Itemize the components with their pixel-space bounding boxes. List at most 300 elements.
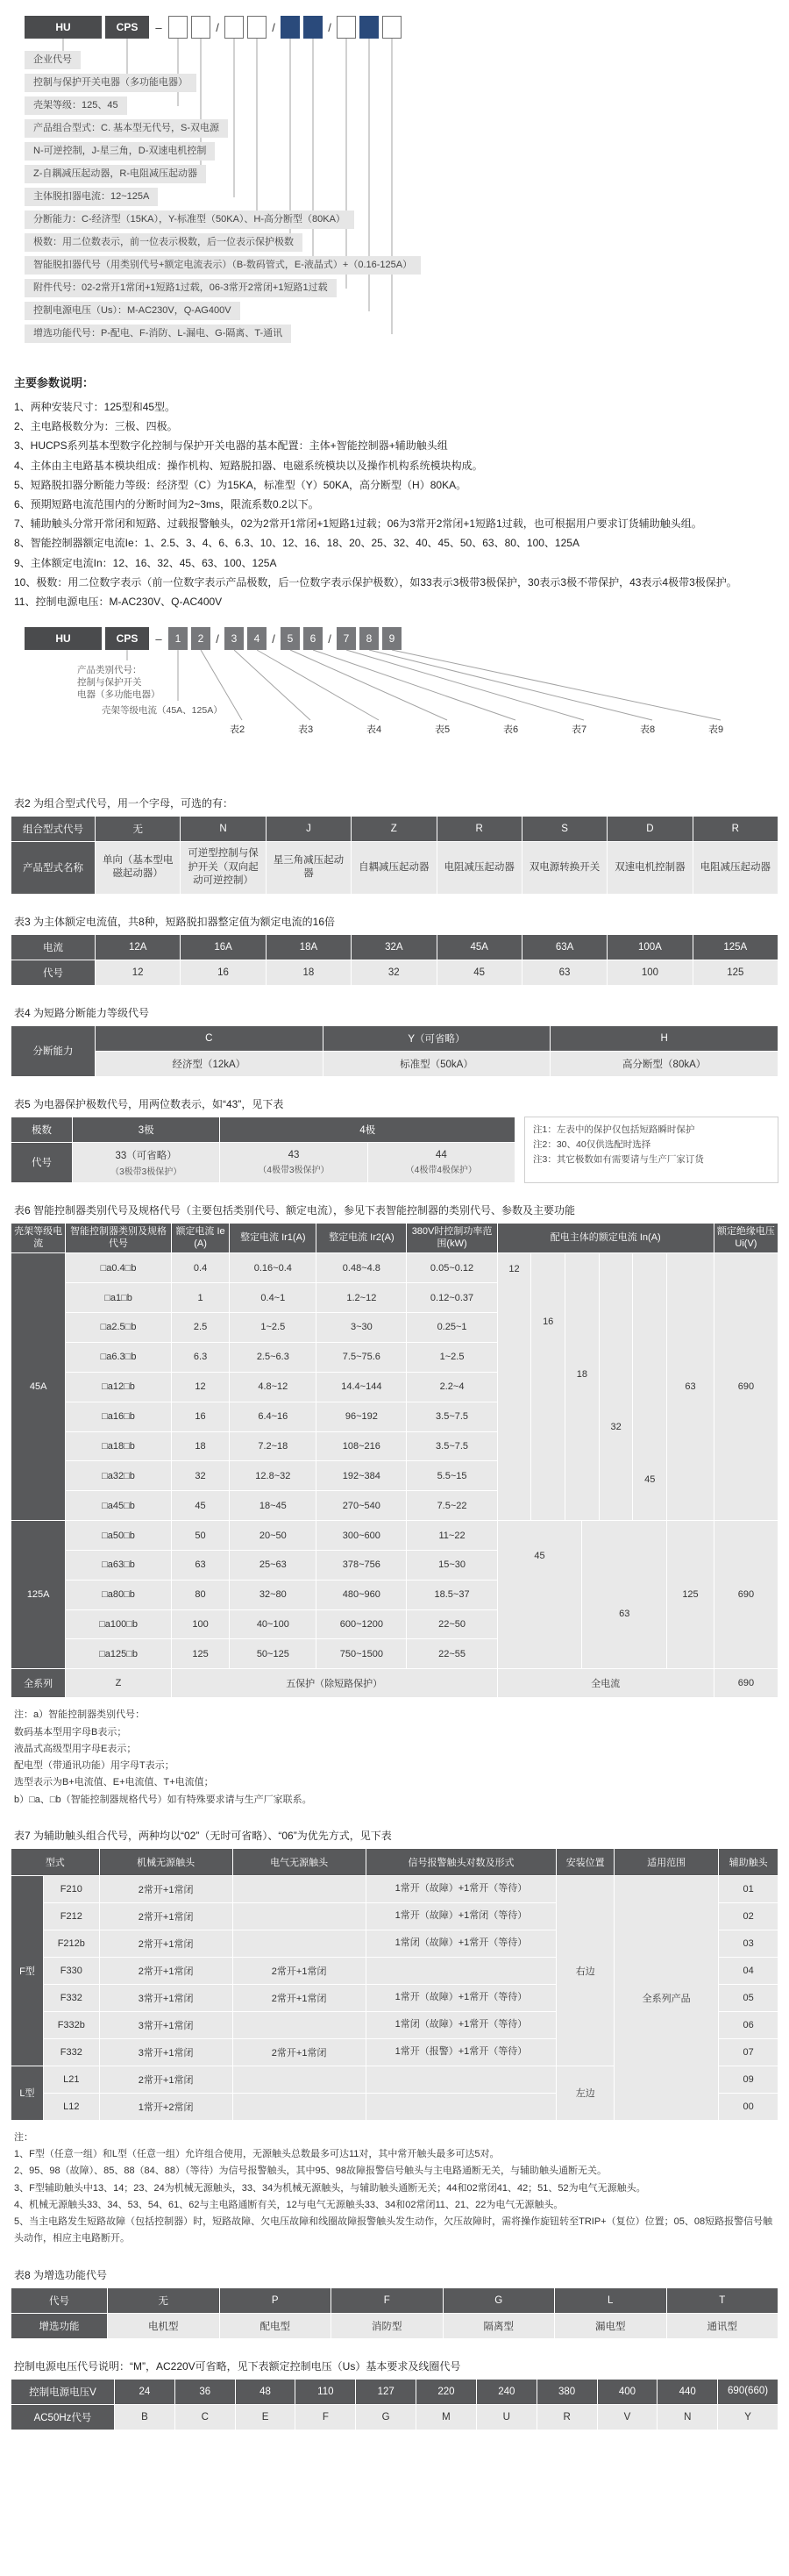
- cell: 14.4~144: [316, 1372, 407, 1402]
- voltage-table: [11, 2379, 778, 2430]
- cell: F332: [43, 1984, 99, 2011]
- cell: 2常开+1常闭: [99, 2066, 232, 2093]
- cell: 4.8~12: [230, 1372, 316, 1402]
- cell: Z: [352, 817, 437, 842]
- table-row: [11, 1051, 778, 1076]
- type-group: F型: [11, 1875, 44, 2066]
- column-header: 机械无源触头: [99, 1848, 232, 1875]
- cell: 22~55: [407, 1639, 497, 1669]
- cell: 690(660): [718, 2379, 778, 2404]
- cell: 3常开+1常闭: [99, 2038, 232, 2066]
- cell: 12: [96, 960, 181, 985]
- row-header: 电流: [11, 934, 96, 960]
- cell: 192~384: [316, 1461, 407, 1491]
- table-row: [11, 1848, 778, 1875]
- cell: 16: [181, 960, 266, 985]
- row-header: 代号: [11, 2287, 108, 2313]
- cell: 16A: [181, 934, 266, 960]
- cell: J: [266, 817, 351, 842]
- brand-code-box: HU: [25, 16, 102, 39]
- parameter-item: 5、短路脱扣器分断能力等级：经济型（C）为15KA，标准型（Y）50KA，高分断型（H）80KA。: [14, 478, 467, 491]
- note-line: 注：a）智能控制器类别代号：: [14, 1709, 146, 1721]
- product-code-box: CPS: [105, 16, 149, 39]
- cell: 40~100: [230, 1609, 316, 1639]
- cell: 双电源转换开关: [522, 842, 607, 895]
- position-box: 4: [247, 627, 267, 650]
- spec-label: 智能脱扣器代号（用类别代号+额定电流表示）（B-数码管式，E-液晶式）+（0.16-125A）: [25, 256, 421, 275]
- cell: 440: [658, 2379, 718, 2404]
- cell: 配电型: [219, 2313, 331, 2338]
- slash: /: [216, 20, 219, 34]
- table-ref: 表4: [366, 724, 382, 736]
- cell: 63A: [522, 934, 607, 960]
- table-row: [11, 1253, 778, 1283]
- cell: 690: [714, 1669, 778, 1698]
- model-code-box: [224, 16, 244, 39]
- main-parameters: [11, 374, 778, 611]
- table8: [11, 2287, 778, 2339]
- table-row: [11, 842, 778, 895]
- table-row: [11, 1521, 778, 1551]
- cell: F332: [43, 2038, 99, 2066]
- cell: [232, 1930, 366, 1957]
- product-code-box: CPS: [105, 627, 149, 650]
- cell: 7.2~18: [230, 1431, 316, 1461]
- cell: 漏电型: [555, 2313, 667, 2338]
- cell: 18A: [266, 934, 351, 960]
- cell: L21: [43, 2066, 99, 2093]
- cell: □a125□b: [66, 1639, 171, 1669]
- column-header: 信号报警触头对数及形式: [366, 1848, 557, 1875]
- cell: L12: [43, 2093, 99, 2120]
- in-current-cell: 125: [667, 1521, 714, 1669]
- cell: 隔离型: [443, 2313, 555, 2338]
- spec-label: 分断能力：C-经济型（15KA），Y-标准型（50KA）、H-高分断型（80KA）: [25, 211, 354, 229]
- table-row: [11, 2313, 778, 2338]
- cell: 4极: [220, 1117, 515, 1142]
- cell: 电阻减压起动器: [693, 842, 778, 895]
- note-line: 3、F型辅助触头中13、14；23、24为机械无源触头，33、34为机械无源触头，与辅助触头通断无关；44和02常闭41、42；51、52为电气无源触头。: [14, 2182, 646, 2194]
- note-line: b）□a、□b（智能控制器规格代号）如有特殊要求请与生产厂家联系。: [14, 1794, 312, 1805]
- parameter-item: 6、预期短路电流范围内的分断时间为2~3ms，限流系数0.2以下。: [14, 497, 319, 510]
- cell: V: [597, 2404, 658, 2430]
- spec-label: 附件代号：02-2常开1常闭+1短路1过载，06-3常开2常闭+1短路1过载: [25, 279, 337, 297]
- table-row: [11, 1142, 515, 1182]
- table-row: [11, 1669, 778, 1698]
- cell: 高分断型（80kA）: [551, 1051, 778, 1076]
- cell: 09: [719, 2066, 778, 2093]
- cell: □a12□b: [66, 1372, 171, 1402]
- cell: 2常开+1常闭: [232, 2038, 366, 2066]
- cell: N: [181, 817, 266, 842]
- table6: [11, 1223, 778, 1699]
- cell: 96~192: [316, 1402, 407, 1431]
- position-box: 1: [168, 627, 188, 650]
- cell: 2常开+1常闭: [99, 1902, 232, 1930]
- column-header: 380V时控制功率范围(kW): [407, 1223, 497, 1253]
- model-code-diagram: [11, 12, 778, 363]
- cell: □a100□b: [66, 1609, 171, 1639]
- cell: 6.3: [171, 1342, 230, 1372]
- parameter-item: 4、主体由主电路基本模块组成：操作机构、短路脱扣器、电磁系统模块以及操作机构系统模块构成。: [14, 459, 483, 472]
- cell: 18.5~37: [407, 1580, 497, 1609]
- spec-label: 主体脱扣器电流：12~125A: [25, 188, 158, 206]
- cell: 110: [295, 2379, 356, 2404]
- column-header: 整定电流 Ir1(A): [230, 1223, 316, 1253]
- cell: 1常开（故障）+1常开（等待）: [366, 1984, 557, 2011]
- cell: 0.05~0.12: [407, 1253, 497, 1283]
- cell: 3常开+1常闭: [99, 2011, 232, 2038]
- table-ref: 表6: [503, 724, 519, 736]
- cell: 2常开+1常闭: [99, 1957, 232, 1984]
- model-code-box: [191, 16, 210, 39]
- cell: R: [693, 817, 778, 842]
- cell: 12A: [96, 934, 181, 960]
- row-header: AC50Hz代号: [11, 2404, 115, 2430]
- cell: 04: [719, 1957, 778, 1984]
- note-line: 2、95、98（故障）、85、88（84、88）（等待）为信号报警触头，其中95、98故障报警信号触头与主电路通断无关，与辅助触头通断无关。: [14, 2166, 607, 2177]
- cell: 600~1200: [316, 1609, 407, 1639]
- frame-group: 125A: [11, 1521, 66, 1669]
- cell: 220: [416, 2379, 477, 2404]
- cell: P: [219, 2287, 331, 2313]
- cell: 消防型: [331, 2313, 444, 2338]
- cell: 20~50: [230, 1521, 316, 1551]
- table-row: [11, 1025, 778, 1051]
- cell: 2.2~4: [407, 1372, 497, 1402]
- slash: /: [328, 632, 331, 646]
- cell: 星三角减压起动器: [266, 842, 351, 895]
- note-line: 注3：其它极数如有需要请与生产厂家订货: [533, 1154, 704, 1166]
- cell: 3~30: [316, 1313, 407, 1343]
- cell: 3.5~7.5: [407, 1431, 497, 1461]
- cell: 单向（基本型电磁起动器）: [96, 842, 181, 895]
- model-code-row: [25, 627, 778, 650]
- cell: 125: [693, 960, 778, 985]
- cell: 48: [235, 2379, 295, 2404]
- cell: 32: [352, 960, 437, 985]
- model-code-box: [281, 16, 300, 39]
- parameter-item: 11、控制电源电压：M-AC230V、Q-AC400V: [14, 595, 223, 608]
- column-header: 额定绝缘电压Ui(V): [714, 1223, 778, 1253]
- table-row: [11, 934, 778, 960]
- cell: G: [443, 2287, 555, 2313]
- cell: 2常开+1常闭: [99, 1930, 232, 1957]
- row-header: 极数: [11, 1117, 73, 1142]
- cell: F212: [43, 1902, 99, 1930]
- model-code-box: [359, 16, 379, 39]
- parameter-item: 7、辅助触头分常开常闭和短路、过载报警触头，02为2常开1常闭+1短路1过载；06为3常开2常闭+1短路1过载，也可根据用户要求订货辅助触头组。: [14, 517, 702, 531]
- cell: 1常开（故障）+1常闭（等待）: [366, 1902, 557, 1930]
- table7-caption: 表7 为辅助触头组合代号，两种均以“02”（无时可省略）、“06”为优先方式，见下表: [14, 1829, 392, 1842]
- table-row: [11, 1223, 778, 1253]
- position-box: 6: [303, 627, 323, 650]
- cell: 44 （4极带4极保护）: [367, 1142, 515, 1182]
- table-row: [11, 2379, 778, 2404]
- cell: S: [522, 817, 607, 842]
- cell: 380: [537, 2379, 597, 2404]
- note-line: 注2：30、40仅供选配时选择: [533, 1138, 651, 1150]
- spec-label: 壳架等级：125、45: [25, 96, 127, 115]
- cell: 16: [171, 1402, 230, 1431]
- position-box: 8: [359, 627, 379, 650]
- cell: 378~756: [316, 1551, 407, 1581]
- cell: 电机型: [108, 2313, 220, 2338]
- cell: F332b: [43, 2011, 99, 2038]
- cell: 07: [719, 2038, 778, 2066]
- in-current-cell: 12 16 18 32 45: [497, 1253, 666, 1521]
- cell: M: [416, 2404, 477, 2430]
- cell: L: [555, 2287, 667, 2313]
- cell: E: [235, 2404, 295, 2430]
- cell: □a32□b: [66, 1461, 171, 1491]
- slash: /: [272, 20, 275, 34]
- table2: [11, 816, 778, 895]
- cell: [232, 2093, 366, 2120]
- table4: [11, 1025, 778, 1077]
- cell: 50: [171, 1521, 230, 1551]
- cell: [232, 1875, 366, 1902]
- table5: [11, 1117, 515, 1183]
- cell: Y（可省略）: [323, 1025, 551, 1051]
- row-header: 代号: [11, 1142, 73, 1182]
- cell: 02: [719, 1902, 778, 1930]
- spec-label: 控制电源电压（Us）：M-AC230V，Q-AG400V: [25, 302, 240, 320]
- cell: N: [658, 2404, 718, 2430]
- table-row: [11, 1875, 778, 1902]
- cell: 双速电机控制器: [608, 842, 693, 895]
- section-title: 主要参数说明：: [14, 376, 95, 389]
- cell: 无: [96, 817, 181, 842]
- cell: 45: [171, 1491, 230, 1521]
- note-line: 液晶式高级型用字母E表示；: [14, 1743, 137, 1754]
- note-line: 选型表示为B+电流值、E+电流值、T+电流值；: [14, 1777, 214, 1788]
- cell: D: [608, 817, 693, 842]
- cell: 45A: [437, 934, 522, 960]
- parameter-item: 8、智能控制器额定电流Ie：1、2.5、3、4、6、6.3、10、12、16、18、20、25、32、40、45、50、63、80、100、125A: [14, 537, 579, 550]
- column-header: 整定电流 Ir2(A): [316, 1223, 407, 1253]
- cell: 3极: [73, 1117, 220, 1142]
- cell: 6.4~16: [230, 1402, 316, 1431]
- product-category-note: 产品类别代号： 控制与保护开关 电器（多功能电器）: [77, 665, 160, 701]
- table3-caption: 表3 为主体额定电流值，共8种，短路脱扣器整定值为额定电流的16倍: [14, 915, 336, 928]
- column-header: 辅助触头: [719, 1848, 778, 1875]
- column-header: 智能控制器类别及规格代号: [66, 1223, 171, 1253]
- cell: 7.5~22: [407, 1491, 497, 1521]
- cell: 22~50: [407, 1609, 497, 1639]
- cell: 标准型（50kA）: [323, 1051, 551, 1076]
- cell: 2常开+1常闭: [232, 1984, 366, 2011]
- parameter-item: 10、极数：用二位数字表示（前一位数字表示产品极数，后一位数字表示保护极数），如33表示3极带3极保护，30表示3极不带保护，43表示4极带3极保护。: [14, 575, 737, 589]
- cell: 01: [719, 1875, 778, 1902]
- brand-code-box: HU: [25, 627, 102, 650]
- cell: 45: [437, 960, 522, 985]
- model-code-box: [382, 16, 402, 39]
- cell: 1常闭（故障）+1常开（等待）: [366, 1930, 557, 1957]
- cell: □a63□b: [66, 1551, 171, 1581]
- row-header: 组合型式代号: [11, 817, 96, 842]
- spec-label-list: [11, 51, 778, 343]
- table5-section: [11, 1117, 778, 1183]
- cell: 33（可省略） （3极带3极保护）: [73, 1142, 220, 1182]
- in-current-cell: 45 63: [497, 1521, 666, 1669]
- cell: 1: [171, 1283, 230, 1313]
- cell: 2.5~6.3: [230, 1342, 316, 1372]
- table3: [11, 934, 778, 986]
- cell: 50~125: [230, 1639, 316, 1669]
- cell: [232, 2011, 366, 2038]
- position-box: 2: [191, 627, 210, 650]
- cell: U: [476, 2404, 537, 2430]
- column-header: 适用范围: [615, 1848, 719, 1875]
- cell: 五保护（除短路保护）: [171, 1669, 497, 1698]
- cell: 1常闭（故障）+1常开（等待）: [366, 2011, 557, 2038]
- ui-cell: 690: [714, 1253, 778, 1521]
- table6-notes: [14, 1707, 775, 1809]
- column-header: 电气无源触头: [232, 1848, 366, 1875]
- cell: 可逆型控制与保护开关（双向起动可逆控制）: [181, 842, 266, 895]
- mount-position: 右边: [557, 1875, 615, 2066]
- cell: 7.5~75.6: [316, 1342, 407, 1372]
- cell: 2.5: [171, 1313, 230, 1343]
- cell: □a50□b: [66, 1521, 171, 1551]
- cell: 270~540: [316, 1491, 407, 1521]
- note-line: 1、F型（任意一组）和L型（任意一组）允许组合使用，无源触头总数最多可达11对，其中常开触头最多可达5对。: [14, 2149, 500, 2160]
- cell: F330: [43, 1957, 99, 1984]
- cell: 18: [171, 1431, 230, 1461]
- cell: [366, 1957, 557, 1984]
- cell: 3.5~7.5: [407, 1402, 497, 1431]
- row-header: 分断能力: [11, 1025, 96, 1076]
- cell: 12: [171, 1372, 230, 1402]
- note-title: 注：: [14, 2131, 33, 2143]
- cell: 11~22: [407, 1521, 497, 1551]
- cell: 0.4~1: [230, 1283, 316, 1313]
- cell: 25~63: [230, 1551, 316, 1581]
- parameter-item: 9、主体额定电流In：12、16、32、45、63、100、125A: [14, 556, 277, 569]
- position-box: 9: [382, 627, 402, 650]
- cell: R: [537, 2404, 597, 2430]
- table-row: [11, 2404, 778, 2430]
- row-header: 产品型式名称: [11, 842, 96, 895]
- cell: 125: [171, 1639, 230, 1669]
- cell: Y: [718, 2404, 778, 2430]
- cell: 100A: [608, 934, 693, 960]
- cell: 108~216: [316, 1431, 407, 1461]
- scope: 全系列产品: [615, 1875, 719, 2120]
- note-line: 注1：左表中的保护仅包括短路瞬时保护: [533, 1124, 695, 1135]
- cell: □a45□b: [66, 1491, 171, 1521]
- cell: 24: [115, 2379, 175, 2404]
- cell: 63: [522, 960, 607, 985]
- note-line: 数码基本型用字母B表示；: [14, 1726, 127, 1738]
- cell: 43 （4极带3极保护）: [220, 1142, 367, 1182]
- table-ref: 表9: [708, 724, 724, 736]
- dash: –: [155, 632, 162, 646]
- cell: 0.16~0.4: [230, 1253, 316, 1283]
- dash: –: [155, 20, 162, 34]
- cell: 05: [719, 1984, 778, 2011]
- slash: /: [328, 20, 331, 34]
- cell: 18~45: [230, 1491, 316, 1521]
- note-line: 配电型（带通讯功能）用字母T表示；: [14, 1760, 174, 1772]
- cell: 1.2~12: [316, 1283, 407, 1313]
- cell: □a18□b: [66, 1431, 171, 1461]
- cell: □a80□b: [66, 1580, 171, 1609]
- table-ref: 表5: [435, 724, 451, 736]
- spec-label: 极数：用二位数表示，前一位表示极数，后一位表示保护极数: [25, 233, 302, 252]
- cell: □a6.3□b: [66, 1342, 171, 1372]
- cell: 2常开+1常闭: [232, 1957, 366, 1984]
- spec-label: 增选功能代号：P-配电、F-消防、L-漏电、G-隔离、T-通讯: [25, 325, 291, 343]
- cell: 240: [476, 2379, 537, 2404]
- cell: 480~960: [316, 1580, 407, 1609]
- table4-caption: 表4 为短路分断能力等级代号: [14, 1006, 150, 1019]
- column-header: 壳架等级电流: [11, 1223, 66, 1253]
- in-current-cell: 63: [667, 1253, 714, 1521]
- cell: 0.4: [171, 1253, 230, 1283]
- table-row: [11, 960, 778, 985]
- model-code-box: [247, 16, 267, 39]
- cell: 125A: [693, 934, 778, 960]
- cell: 32: [171, 1461, 230, 1491]
- cell: F210: [43, 1875, 99, 1902]
- frame-group: 全系列: [11, 1669, 66, 1698]
- cell: H: [551, 1025, 778, 1051]
- spec-label: 控制与保护开关电器（多功能电器）: [25, 74, 196, 92]
- table-ref: 表3: [298, 724, 314, 736]
- cell: G: [356, 2404, 416, 2430]
- cell: [366, 2066, 557, 2093]
- slash: /: [216, 632, 219, 646]
- cell: □a0.4□b: [66, 1253, 171, 1283]
- table7-notes: [14, 2130, 775, 2248]
- note-line: 5、当主电路发生短路故障（包括控制器）时，短路故障、欠电压故障和线圈故障报警触头发生动作，欠压故障时，需将操作旋钮转至TRIP+（复位）位置；05、08短路报警信号触头动作，相应主电路断开。: [14, 2216, 773, 2244]
- note-line: 4、机械无源触头33、34、53、54、61、62与主电路通断有关，12与电气无源触头33、34和02常闭11、21、22为电气无源触头。: [14, 2199, 564, 2210]
- cell: 全电流: [497, 1669, 714, 1698]
- cell: [232, 2066, 366, 2093]
- model-code-box: [337, 16, 356, 39]
- cell: 无: [108, 2287, 220, 2313]
- parameter-item: 1、两种安装尺寸：125型和45型。: [14, 401, 176, 413]
- spec-label: 企业代号: [25, 51, 81, 69]
- cell: 100: [171, 1609, 230, 1639]
- cell: 80: [171, 1580, 230, 1609]
- parameter-item: 3、HUCPS系列基本型数字化控制与保护开关电器的基本配置：主体+智能控制器+辅助触头组: [14, 439, 448, 453]
- cell: 32~80: [230, 1580, 316, 1609]
- table-ref: 表8: [640, 724, 656, 736]
- column-header: 型式: [11, 1848, 100, 1875]
- cell: 32A: [352, 934, 437, 960]
- type-group: L型: [11, 2066, 44, 2120]
- cell: 3常开+1常闭: [99, 1984, 232, 2011]
- cell: C: [96, 1025, 323, 1051]
- mount-position: 左边: [557, 2066, 615, 2120]
- cell: 0.48~4.8: [316, 1253, 407, 1283]
- table8-caption: 表8 为增选功能代号: [14, 2268, 108, 2281]
- cell: 1常开（故障）+1常开（等待）: [366, 1875, 557, 1902]
- position-box: 3: [224, 627, 244, 650]
- table7: [11, 1848, 778, 2121]
- spec-label: N-可逆控制，J-星三角，D-双速电机控制: [25, 142, 215, 161]
- cell: F212b: [43, 1930, 99, 1957]
- table5-notes: [524, 1117, 778, 1183]
- cell: Z: [66, 1669, 171, 1698]
- column-header: 配电主体的额定电流 In(A): [497, 1223, 714, 1253]
- table-row: [11, 817, 778, 842]
- model-code-box: [168, 16, 188, 39]
- row-header: 增选功能: [11, 2313, 108, 2338]
